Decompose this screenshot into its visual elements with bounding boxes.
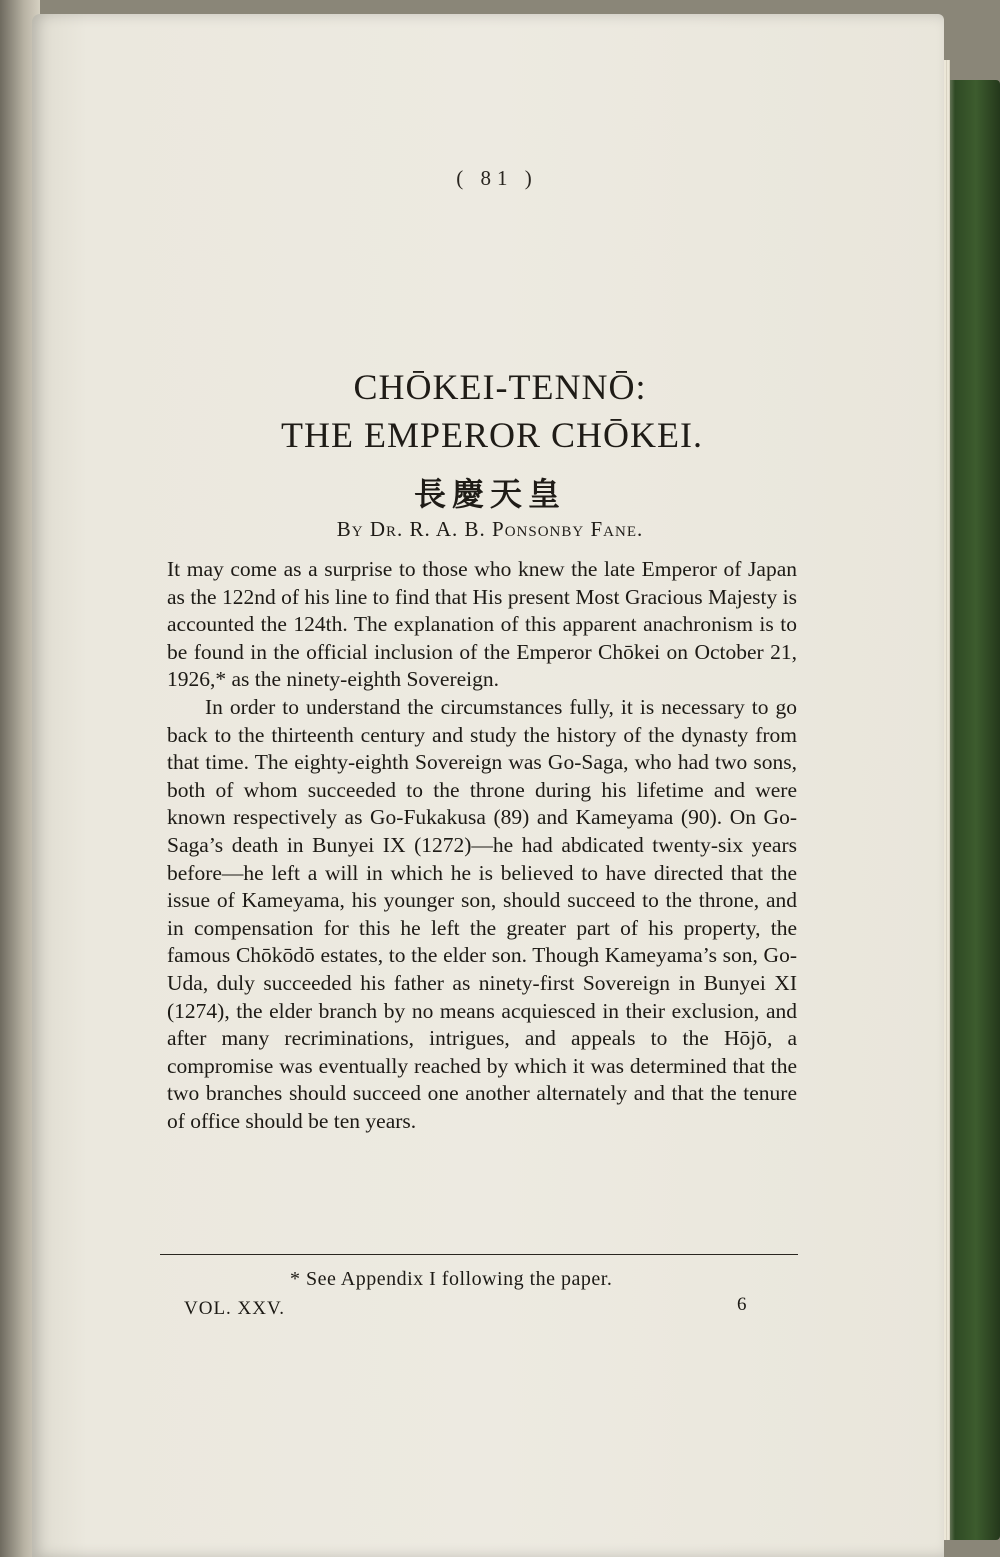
paragraph-2: In order to understand the circumstances fully, it is necessary to go back to the thirteenth century and study the history of the dynasty from that time. The eighty-eighth Sovereign was Go-Saga, who had two sons, both of whom succeeded to the throne during his lifetime and were known respectively as Go-Fukakusa (89) and Kameyama (90). On Go-Saga’s death in Bunyei IX (1272)—he had abdicated twenty-six years before—he left a will in which he is believed to have directed that the issue of Kameyama, his younger son, should succeed to the throne, and in compensation for this he left the greater part of his property, the famous Chōkōdō estates, to the elder son. Though Kameyama’s son, Go-Uda, duly succeeded his father as ninety-first Sovereign in Bunyei XI (1274), the elder branch by no means acquiesced in their exclusion, and after many recriminations, intrigues, and appeals to the Hōjō, a compromise was eventually reached by which it was determined that the two branches should succeed one another alternately and that the tenure of office should be ten years.	[167, 694, 797, 1133]
volume-label: VOL. XXV.	[184, 1298, 286, 1319]
byline: By Dr. R. A. B. Ponsonby Fane.	[336, 517, 644, 541]
title-line-2: THE EMPEROR CHŌKEI.	[281, 415, 703, 455]
footnote-rule	[160, 1254, 798, 1255]
title-line-1: CHŌKEI-TENNŌ:	[353, 367, 647, 407]
body-text	[167, 556, 797, 1135]
signature-mark: 6	[737, 1294, 747, 1315]
title-kanji: 長慶天皇	[413, 475, 566, 513]
page-number: ( 81 )	[456, 166, 538, 190]
paragraph-1: It may come as a surprise to those who knew the late Emperor of Japan as the 122nd of his line to find that His present Most Gracious Majesty is accounted the 124th. The explanation of this apparent anachronism is to be found in the official inclusion of the Emperor Chōkei on October 21, 1926,* as the ninety-eighth Sovereign.	[167, 557, 797, 692]
footnote: * See Appendix I following the paper.	[290, 1268, 613, 1290]
book-page	[32, 14, 944, 1557]
